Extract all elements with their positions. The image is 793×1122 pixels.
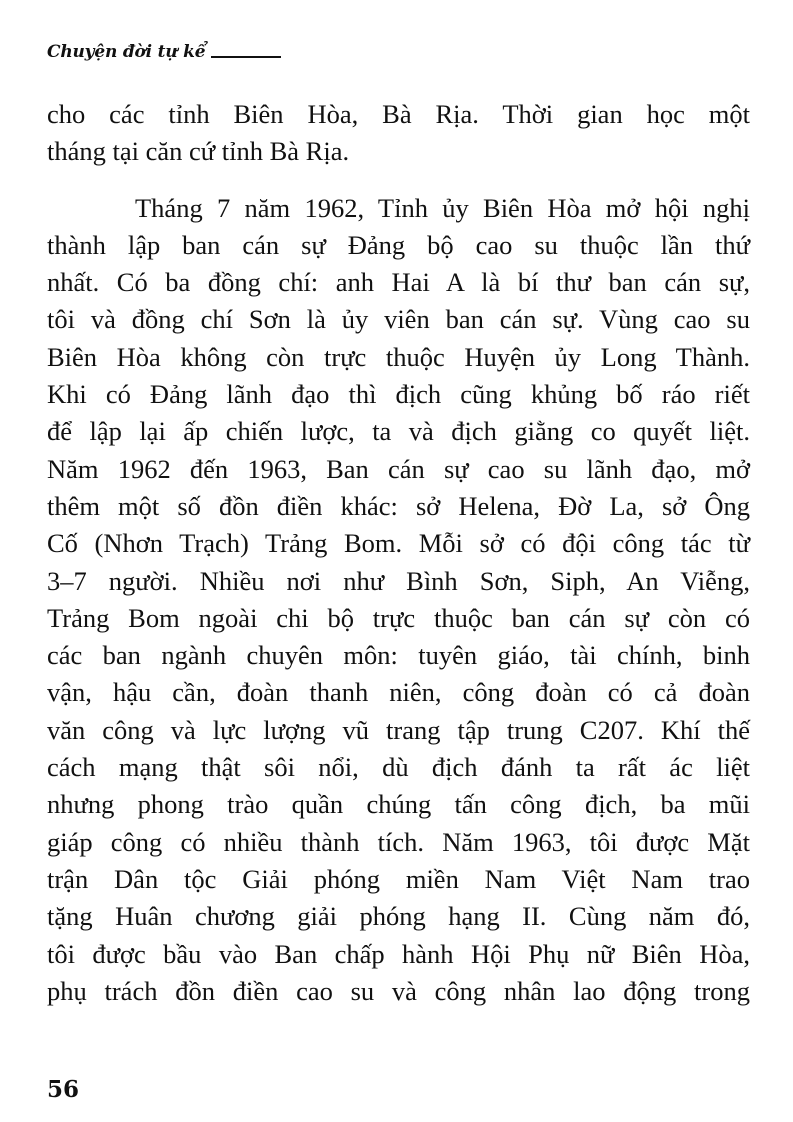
- text-line: các ban ngành chuyên môn: tuyên giáo, tài chính, binh: [47, 640, 750, 671]
- text-line: giáp công có nhiều thành tích. Năm 1963, tôi được Mặt: [47, 826, 750, 857]
- paragraph-1: [47, 96, 750, 171]
- text-line: tháng tại căn cứ tỉnh Bà Rịa.: [47, 136, 350, 167]
- text-line: tặng Huân chương giải phóng hạng II. Cùng năm đó,: [47, 901, 750, 932]
- paragraph-2: [47, 190, 750, 1011]
- text-line: tôi được bầu vào Ban chấp hành Hội Phụ nữ Biên Hòa,: [47, 938, 750, 969]
- text-line: trận Dân tộc Giải phóng miền Nam Việt Nam trao: [47, 863, 750, 894]
- text-line: phụ trách đồn điền cao su và công nhân lao động trong: [47, 975, 750, 1006]
- text-line: Trảng Bom ngoài chi bộ trực thuộc ban cán sự còn có: [47, 602, 750, 633]
- text-line: để lập lại ấp chiến lược, ta và địch giằng co quyết liệt.: [47, 416, 750, 447]
- text-line: cho các tỉnh Biên Hòa, Bà Rịa. Thời gian học một: [47, 99, 750, 129]
- text-line: nhất. Có ba đồng chí: anh Hai A là bí thư ban cán sự,: [47, 267, 750, 298]
- text-line: Khi có Đảng lãnh đạo thì địch cũng khủng bố ráo riết: [47, 379, 750, 410]
- text-line: Cố (Nhơn Trạch) Trảng Bom. Mỗi sở có đội công tác từ: [47, 528, 750, 559]
- body-text: [47, 96, 750, 1010]
- header-title: Chuyện đời tự kể: [47, 42, 206, 62]
- text-line: thành lập ban cán sự Đảng bộ cao su thuộc lần thứ: [47, 229, 750, 260]
- page-number: 56: [47, 1076, 80, 1103]
- running-header: [47, 42, 281, 62]
- text-line: vận, hậu cần, đoàn thanh niên, công đoàn có cả đoàn: [47, 677, 750, 708]
- text-line: Biên Hòa không còn trực thuộc Huyện ủy Long Thành.: [47, 341, 750, 372]
- header-rule: [211, 56, 281, 58]
- text-line: văn công và lực lượng vũ trang tập trung C207. Khí thế: [47, 714, 750, 745]
- text-line: cách mạng thật sôi nổi, dù địch đánh ta rất ác liệt: [47, 752, 750, 783]
- text-line: thêm một số đồn điền khác: sở Helena, Đờ La, sở Ông: [47, 490, 750, 521]
- text-line: tôi và đồng chí Sơn là ủy viên ban cán sự. Vùng cao su: [47, 304, 750, 335]
- text-line: Năm 1962 đến 1963, Ban cán sự cao su lãnh đạo, mở: [47, 453, 750, 484]
- text-line: Tháng 7 năm 1962, Tỉnh ủy Biên Hòa mở hội nghị: [135, 192, 750, 223]
- text-line: 3–7 người. Nhiều nơi như Bình Sơn, Siph, An Viễng,: [47, 565, 750, 596]
- text-line: nhưng phong trào quần chúng tấn công địch, ba mũi: [47, 789, 750, 820]
